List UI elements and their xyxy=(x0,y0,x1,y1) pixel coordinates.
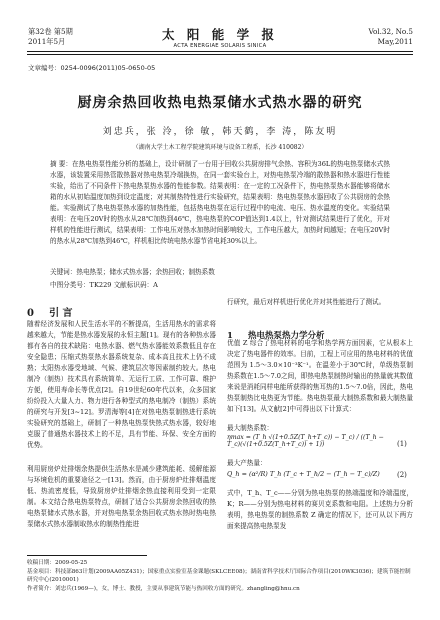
section-title: 引 言 xyxy=(49,308,73,319)
intro-paragraph-2: 利用厨房炉灶排烟余热提供生活热水是减少建筑能耗、缓解能源与环境危机的重要途径之一[13]。然而，由于厨房炉灶排烟温度低、热流密度低，导致厨房炉灶排烟余热直接利用受到一定限制。本文结合热电热泵特点，研制了适合公共厨房余热回收的热电热泵储水式热水器，并对热电热泵余热回收式热水热时热电热泵储水式热水器制取热水的制热性能进 xyxy=(27,465,216,528)
equation-number-2: (2) xyxy=(397,471,407,479)
intro-paragraph-1: 随着经济发展和人民生活水平的不断提高，生活用热水的需求将越来越大，节能是热水器发展的永恒主题[1]。现有的各种热水器都有各自的技术缺陷：电热水器、燃气热水器能效系数低且存在安全隐患；压缩式热泵热水器系统复杂、成本高且技术上仍不成熟；太阳热水器受地域、气候、建筑层次等因素制约较大。热电制冷（制热）技术具有系统简单、无运行工质、工作可靠、维护方便，使用寿命长等优点[2]。自19世纪60年代以来，众多国家纷纷投入大量人力、物力进行各种型式的热电制冷（制热）系统的研究与开发[3~12]。罗清海等[4]在对热电热泵制热进行系统实验研究的基础上，研制了一种热电热泵快热式热水器，较好地克服了普通热水器技术上的不足，具有节能、环保、安全方面的优势。 xyxy=(27,320,216,449)
affiliation: （湖南大学土木工程学院建筑环境与设备工程系，长沙 410082） xyxy=(132,144,308,151)
section-number: 1 xyxy=(227,331,233,341)
paper-title: 厨房余热回收热电热泵储水式热水器的研究 xyxy=(77,95,363,111)
header-volume-en xyxy=(368,27,413,46)
header-rule-thin xyxy=(27,54,413,55)
equation-number-1: (1) xyxy=(397,440,407,448)
keywords: 关键词：热电热泵；储水式热水器；余热回收；制热系数 xyxy=(50,268,215,276)
thermo-paragraph-1: 优值 Z 综合了热电材料的电学和热学两方面因素，它从根本上决定了热电器件的效率。目前，工程上可应用的热电材料的优值范围为 1.5～3.0×10⁻³K⁻¹。在温差小于30℃时，单级热泵制热系数在1.5～7.0之间，即热电热泵制热时输出的热量就其数值来说是消耗同样电能所获得的焦耳热的1.5～7.0倍，因此，热电热泵制热比电热更为节能。热电热泵最大制热系数和最大制热量如下[13]。从文献[2]中可得出以下计算式： xyxy=(227,339,413,413)
footnote-fund: 基金项目：科技部863计划(2009AA05Z431)；国家重点实验室基金课题(SKLCEE08)；湖南省科学技术厅国际合作项目(2010WK3036)；建筑节能控制研究中心(2010001) xyxy=(27,568,411,583)
journal-title-en: ACTA ENERGIAE SOLARIS SINICA xyxy=(173,43,267,49)
header-volume-en-text: Vol.32, No.5 xyxy=(368,27,413,36)
header-rule xyxy=(27,51,413,52)
section-title: 热电热泵热力学分析 xyxy=(248,331,325,341)
thermo-paragraph-2: 式中，T_h、T_c——分别为热电热泵的热端温度和冷端温度，K；R——分别为热电材料的赛贝克系数和电阻。上述热力分析表明，热电热泵的制热系数 Z 确定的情况下，还可从以下两方面来提高热电热泵发 xyxy=(227,489,413,530)
header-volume-cn: 第32卷 第5期 xyxy=(28,27,73,36)
header-date-en: May,2011 xyxy=(377,36,413,46)
footnote-received: 收稿日期：2009-05-25 xyxy=(27,560,88,566)
section-number: 0 xyxy=(27,308,34,319)
article-number: 文章编号：0254-0096(2011)05-0650-05 xyxy=(28,64,156,72)
formula-intro-cop: 最大制热系数： xyxy=(227,424,274,432)
authors: 刘忠兵，张 泠，徐 敏，韩天鹤，李 涛，陈友明 xyxy=(102,127,338,137)
abstract: 摘 要：在热电热泵性能分析的基础上，设计研制了一台用于回收公共厨房排气余热、容积为36L的热电热泵储水式热水器，该装置采用热管散热器对热电热泵冷端换热，在同一套实验台上，对热电热泵冷端的散热器和热水器进行性能实验，给出了不同条件下热电热泵热水器的性能参数。结果表明：在一定的工况条件下，热电热泵热水器能够将储水箱的水从初始温度加热到设定温度；对其制热特性进行实验研究，结果表明：热电热泵热水器回收了公共厨房的余热能。实验测试了热电热泵热水器的加热性能，包括热电热泵在运行过程中的电流、电压、热水温度的变化。实验结果表明：在电压20V时的热水从28℃加热到46℃，热电热泵的COP值达到1.4以上，针对测试结果进行了优化，开对样机的性能进行测试，结果表明：工作电压对热水加热时间影响较大，工作电压越大，加热时间越短；在电压20V时的热水从28℃加热到46℃，样机相比传统电热水器节省电耗30%以上。 xyxy=(50,160,390,245)
formula-cop: ηmax = (T_h √(1+0.5Z(T_h+T_c)) − T_c) / ((T_h − T_c)(√(1+0.5Z(T_h+T_c)) + 1)) xyxy=(227,434,384,448)
right-paragraph-top: 行研究，最后对样机进行优化并对其性能进行了测试。 xyxy=(227,298,386,306)
section-intro-heading xyxy=(27,301,216,320)
formula-heat: Q_h = (α²/R) T_h (T_c + T_h/2 − (T_h − T_c)/Z) xyxy=(227,470,380,478)
formula-intro-heat: 最大产热量： xyxy=(227,459,267,467)
footnote-rule xyxy=(27,555,147,556)
footnote-author: 作者简介：刘忠兵(1969—)，女，博士、教授，主要从事建筑节能与热回收方面的研究。zhangling@hnu.cn xyxy=(27,585,300,592)
journal-title-cn: 太 阳 能 学 报 xyxy=(162,27,278,42)
footnotes xyxy=(27,559,413,593)
classification: 中图分类号：TK229 文献标识码：A xyxy=(50,281,158,289)
header-date-cn: 2011年5月 xyxy=(28,36,66,46)
